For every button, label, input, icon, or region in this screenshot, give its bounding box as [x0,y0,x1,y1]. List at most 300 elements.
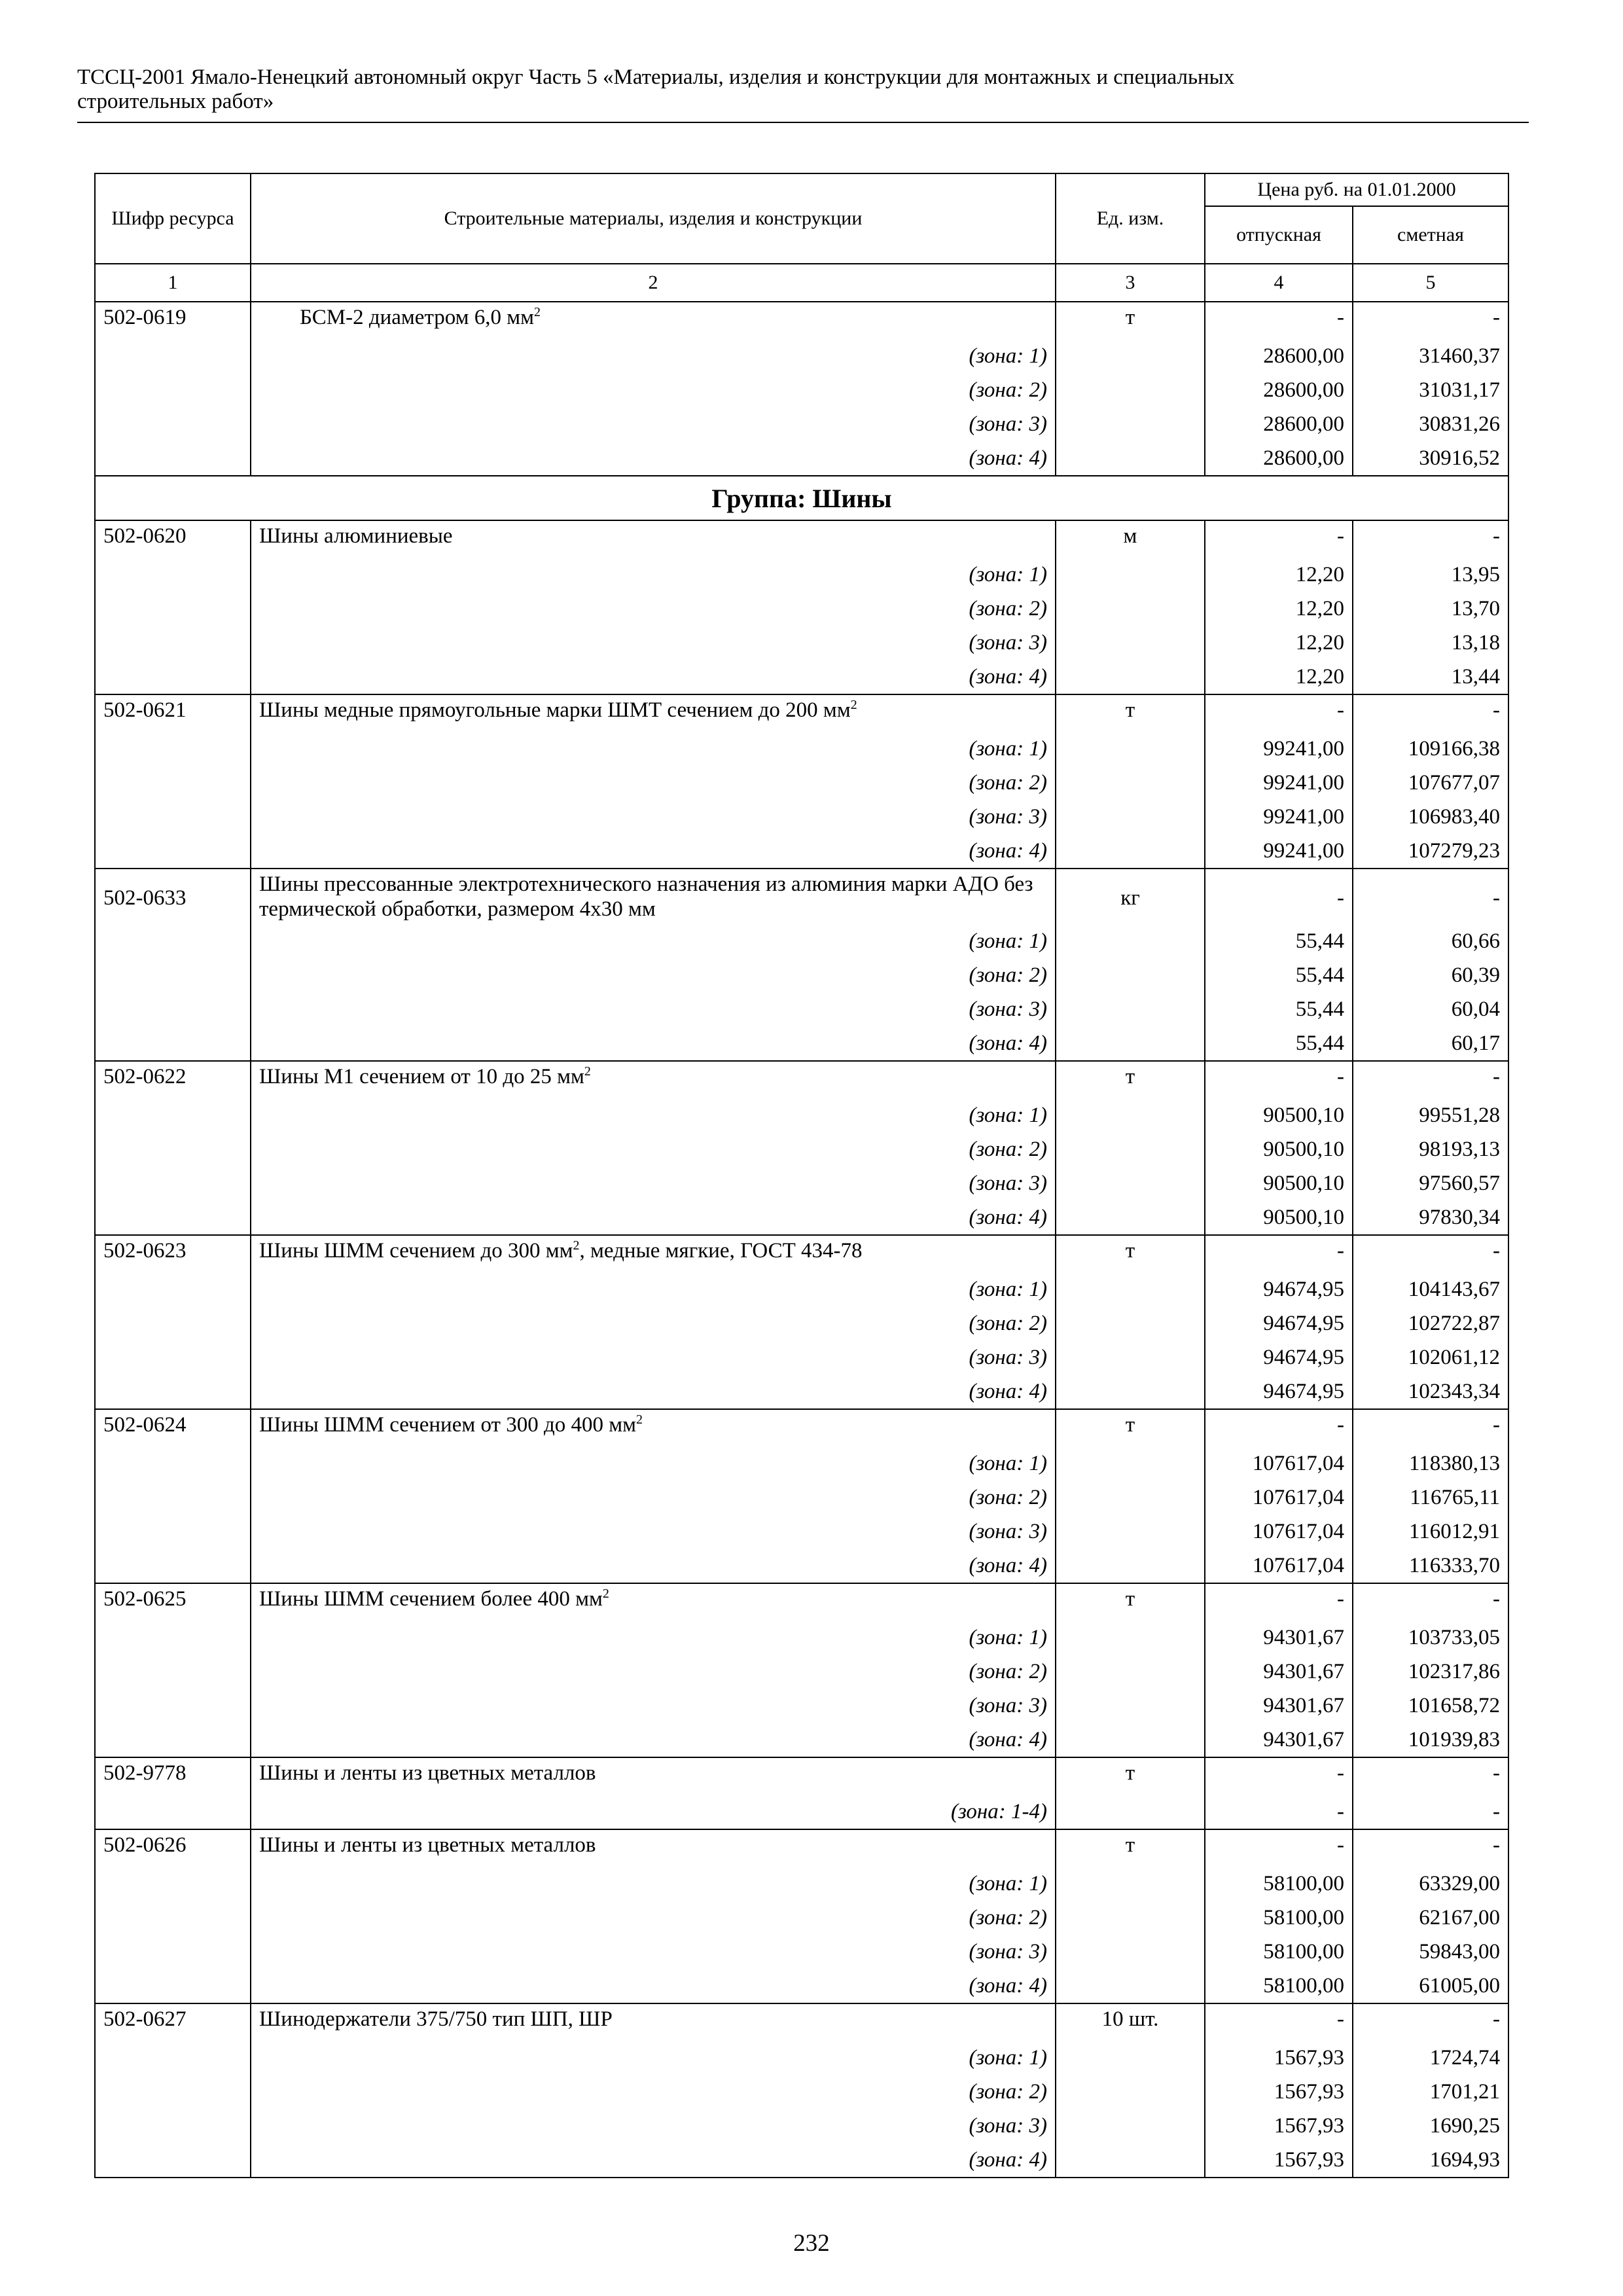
zone-price-estimate: 104143,67 [1353,1272,1508,1306]
zone-price-estimate: 101939,83 [1353,1723,1508,1757]
zone-unit-empty [1056,1689,1205,1723]
unit-superscript: 2 [602,1587,609,1601]
zone-label: (зона: 2) [251,2075,1056,2109]
zone-price-release: 1567,93 [1205,2075,1353,2109]
zone-price-estimate: 63329,00 [1353,1867,1508,1901]
resource-code: 502-0627 [95,2003,251,2041]
zone-unit-empty [1056,407,1205,441]
zone-code-empty [95,1132,251,1166]
zone-code-empty [95,1200,251,1235]
group-row [95,476,1508,520]
zone-label: (зона: 4) [251,1549,1056,1583]
zone-label: (зона: 2) [251,373,1056,407]
price-estimate-cell: - [1353,869,1508,924]
header-price: Цена руб. на 01.01.2000 [1205,173,1508,206]
unit-cell: кг [1056,869,1205,924]
resource-code: 502-0621 [95,694,251,732]
zone-price-release: 90500,10 [1205,1166,1353,1200]
zone-label: (зона: 3) [251,407,1056,441]
unit-cell: т [1056,1409,1205,1446]
price-release-cell: - [1205,1757,1353,1795]
zone-unit-empty [1056,1200,1205,1235]
material-name [251,1235,1056,1272]
zone-label: (зона: 1) [251,339,1056,373]
zone-price-estimate: 101658,72 [1353,1689,1508,1723]
zone-price-estimate: 31460,37 [1353,339,1508,373]
zone-label: (зона: 1) [251,1446,1056,1480]
zone-label: (зона: 2) [251,1306,1056,1340]
zone-row [95,339,1508,373]
zone-price-estimate: 59843,00 [1353,1935,1508,1969]
zone-label: (зона: 1) [251,1867,1056,1901]
zone-row [95,2041,1508,2075]
zone-label: (зона: 4) [251,2143,1056,2178]
zone-row [95,766,1508,800]
zone-code-empty [95,1272,251,1306]
zone-price-estimate: 1694,93 [1353,2143,1508,2178]
zone-code-empty [95,660,251,694]
unit-cell: 10 шт. [1056,2003,1205,2041]
zone-price-release: 12,20 [1205,592,1353,626]
zone-unit-empty [1056,732,1205,766]
price-release-cell: - [1205,302,1353,339]
price-table [94,173,1509,2178]
header-rule [77,122,1529,123]
zone-price-release: 1567,93 [1205,2041,1353,2075]
zone-price-release: 99241,00 [1205,766,1353,800]
zone-code-empty [95,407,251,441]
price-estimate-cell: - [1353,1829,1508,1867]
zone-label: (зона: 3) [251,1515,1056,1549]
zone-price-release: 99241,00 [1205,834,1353,869]
zone-label: (зона: 1) [251,924,1056,958]
material-name [251,869,1056,924]
zone-price-release: 28600,00 [1205,373,1353,407]
zone-unit-empty [1056,1549,1205,1583]
zone-code-empty [95,1515,251,1549]
zone-price-estimate: 60,66 [1353,924,1508,958]
zone-label: (зона: 3) [251,992,1056,1026]
group-title: Группа: Шины [95,476,1508,520]
zone-label: (зона: 1) [251,2041,1056,2075]
zone-price-release: 28600,00 [1205,339,1353,373]
price-estimate-cell: - [1353,1409,1508,1446]
zone-code-empty [95,1549,251,1583]
zone-code-empty [95,1306,251,1340]
column-number: 1 [95,264,251,302]
zone-price-estimate: 1701,21 [1353,2075,1508,2109]
zone-code-empty [95,1446,251,1480]
zone-row [95,1098,1508,1132]
zone-price-release: 55,44 [1205,924,1353,958]
unit-cell: т [1056,302,1205,339]
zone-row [95,1969,1508,2003]
zone-label: (зона: 1) [251,1272,1056,1306]
document-header [77,65,1530,114]
zone-price-release: 12,20 [1205,558,1353,592]
zone-code-empty [95,1374,251,1409]
zone-code-empty [95,958,251,992]
zone-row [95,800,1508,834]
zone-price-estimate: 99551,28 [1353,1098,1508,1132]
zone-code-empty [95,373,251,407]
unit-superscript: 2 [534,305,541,319]
zone-code-empty [95,1867,251,1901]
zone-code-empty [95,339,251,373]
zone-unit-empty [1056,1132,1205,1166]
zone-unit-empty [1056,1935,1205,1969]
material-name [251,2003,1056,2041]
table-row [95,1583,1508,1621]
price-release-cell: - [1205,1235,1353,1272]
zone-unit-empty [1056,958,1205,992]
price-estimate-cell: - [1353,1235,1508,1272]
zone-label: (зона: 2) [251,592,1056,626]
zone-row [95,1306,1508,1340]
zone-unit-empty [1056,1480,1205,1515]
zone-code-empty [95,1340,251,1374]
zone-price-estimate: 31031,17 [1353,373,1508,407]
zone-price-estimate: 13,44 [1353,660,1508,694]
unit-superscript: 2 [584,1064,591,1079]
zone-label: (зона: 1) [251,1621,1056,1655]
zone-price-estimate: 102343,34 [1353,1374,1508,1409]
zone-price-release: 90500,10 [1205,1132,1353,1166]
material-name [251,1829,1056,1867]
price-estimate-cell: - [1353,694,1508,732]
zone-price-estimate: 30831,26 [1353,407,1508,441]
zone-row [95,1935,1508,1969]
zone-row [95,626,1508,660]
zone-label: (зона: 2) [251,958,1056,992]
zone-row [95,1166,1508,1200]
zone-label: (зона: 2) [251,1901,1056,1935]
resource-code: 502-0626 [95,1829,251,1867]
zone-code-empty [95,732,251,766]
material-name-text: Шины ШММ сечением от 300 до 400 мм [259,1413,637,1437]
zone-code-empty [95,2075,251,2109]
zone-unit-empty [1056,2041,1205,2075]
zone-price-release: 94301,67 [1205,1621,1353,1655]
material-name [251,302,1056,339]
unit-superscript: 2 [573,1238,580,1253]
zone-row [95,1515,1508,1549]
zone-price-release: 99241,00 [1205,800,1353,834]
zone-price-estimate: 102317,86 [1353,1655,1508,1689]
zone-label: (зона: 3) [251,626,1056,660]
zone-price-estimate: 60,39 [1353,958,1508,992]
zone-price-estimate: 98193,13 [1353,1132,1508,1166]
table-body [95,302,1508,2178]
zone-label: (зона: 2) [251,1132,1056,1166]
zone-row [95,1901,1508,1935]
zone-unit-empty [1056,373,1205,407]
material-name [251,694,1056,732]
zone-code-empty [95,1621,251,1655]
zone-price-release: 94301,67 [1205,1723,1353,1757]
material-name-text: Шины алюминиевые [259,524,453,548]
price-release-cell: - [1205,694,1353,732]
unit-cell: т [1056,1757,1205,1795]
zone-row [95,407,1508,441]
zone-price-release: 58100,00 [1205,1901,1353,1935]
zone-row [95,732,1508,766]
zone-row [95,592,1508,626]
zone-row [95,1200,1508,1235]
zone-code-empty [95,1166,251,1200]
material-name [251,1409,1056,1446]
table-row [95,302,1508,339]
zone-price-release: 12,20 [1205,626,1353,660]
zone-label: (зона: 3) [251,1689,1056,1723]
zone-unit-empty [1056,441,1205,476]
zone-price-estimate: 102061,12 [1353,1340,1508,1374]
price-release-cell: - [1205,1061,1353,1098]
zone-price-release: 90500,10 [1205,1098,1353,1132]
resource-code: 502-0620 [95,520,251,558]
zone-price-release: 58100,00 [1205,1935,1353,1969]
zone-price-estimate: - [1353,1795,1508,1829]
zone-price-release: 28600,00 [1205,441,1353,476]
zone-unit-empty [1056,1272,1205,1306]
zone-row [95,1026,1508,1061]
zone-code-empty [95,2041,251,2075]
zone-unit-empty [1056,924,1205,958]
unit-cell: т [1056,1235,1205,1272]
zone-row [95,1480,1508,1515]
zone-code-empty [95,592,251,626]
zone-code-empty [95,1969,251,2003]
price-estimate-cell: - [1353,1061,1508,1098]
table-row [95,2003,1508,2041]
zone-price-estimate: 13,70 [1353,592,1508,626]
zone-code-empty [95,766,251,800]
zone-price-estimate: 60,04 [1353,992,1508,1026]
zone-label: (зона: 4) [251,1200,1056,1235]
table-row [95,1409,1508,1446]
zone-label: (зона: 1) [251,1098,1056,1132]
zone-label: (зона: 4) [251,1374,1056,1409]
zone-label: (зона: 3) [251,1340,1056,1374]
zone-unit-empty [1056,1098,1205,1132]
zone-unit-empty [1056,2109,1205,2143]
zone-price-estimate: 116012,91 [1353,1515,1508,1549]
column-number: 3 [1056,264,1205,302]
price-release-cell: - [1205,520,1353,558]
column-number: 5 [1353,264,1508,302]
zone-price-estimate: 106983,40 [1353,800,1508,834]
zone-row [95,373,1508,407]
zone-price-estimate: 118380,13 [1353,1446,1508,1480]
zone-row [95,558,1508,592]
unit-cell: т [1056,1061,1205,1098]
zone-price-release: 55,44 [1205,1026,1353,1061]
zone-row [95,2143,1508,2178]
zone-code-empty [95,558,251,592]
zone-unit-empty [1056,1867,1205,1901]
material-name-text: Шинодержатели 375/750 тип ШП, ШР [259,2007,613,2031]
unit-cell: т [1056,694,1205,732]
table-row [95,520,1508,558]
zone-price-release: 99241,00 [1205,732,1353,766]
unit-superscript: 2 [636,1412,643,1427]
zone-code-empty [95,2143,251,2178]
zone-price-estimate: 107279,23 [1353,834,1508,869]
zone-code-empty [95,800,251,834]
zone-price-estimate: 30916,52 [1353,441,1508,476]
price-estimate-cell: - [1353,302,1508,339]
table-row [95,869,1508,924]
zone-price-estimate: 97830,34 [1353,1200,1508,1235]
price-release-cell: - [1205,1583,1353,1621]
material-name-text: Шины М1 сечением от 10 до 25 мм [259,1065,584,1088]
resource-code: 502-0624 [95,1409,251,1446]
zone-price-estimate: 62167,00 [1353,1901,1508,1935]
zone-price-release: 58100,00 [1205,1867,1353,1901]
zone-label: (зона: 4) [251,1723,1056,1757]
zone-code-empty [95,1098,251,1132]
material-name [251,1757,1056,1795]
zone-label: (зона: 4) [251,1026,1056,1061]
zone-code-empty [95,834,251,869]
zone-price-release: 90500,10 [1205,1200,1353,1235]
unit-superscript: 2 [850,698,857,712]
zone-unit-empty [1056,1306,1205,1340]
zone-unit-empty [1056,834,1205,869]
zone-price-estimate: 60,17 [1353,1026,1508,1061]
zone-row [95,834,1508,869]
zone-row [95,2075,1508,2109]
zone-label: (зона: 4) [251,834,1056,869]
material-name-text: Шины ШММ сечением до 300 мм [259,1239,573,1263]
zone-price-release: 107617,04 [1205,1515,1353,1549]
zone-code-empty [95,441,251,476]
zone-price-release: 1567,93 [1205,2143,1353,2178]
zone-price-release: 107617,04 [1205,1480,1353,1515]
zone-code-empty [95,1723,251,1757]
zone-row [95,1621,1508,1655]
zone-unit-empty [1056,992,1205,1026]
zone-price-release: 55,44 [1205,958,1353,992]
zone-unit-empty [1056,660,1205,694]
zone-label: (зона: 4) [251,441,1056,476]
zone-row [95,2109,1508,2143]
material-name-text: Шины и ленты из цветных металлов [259,1833,596,1857]
zone-row [95,924,1508,958]
zone-unit-empty [1056,626,1205,660]
zone-unit-empty [1056,1026,1205,1061]
zone-label: (зона: 1) [251,732,1056,766]
zone-unit-empty [1056,558,1205,592]
zone-unit-empty [1056,1795,1205,1829]
material-name-text: БСМ-2 диаметром 6,0 мм [300,306,535,329]
zone-unit-empty [1056,1969,1205,2003]
zone-price-release: - [1205,1795,1353,1829]
zone-row [95,1272,1508,1306]
zone-label: (зона: 4) [251,1969,1056,2003]
table-row [95,1235,1508,1272]
zone-label: (зона: 2) [251,1655,1056,1689]
header-price-estimate: сметная [1353,206,1508,264]
zone-row [95,1795,1508,1829]
zone-unit-empty [1056,1515,1205,1549]
zone-unit-empty [1056,1655,1205,1689]
zone-row [95,1689,1508,1723]
zone-label: (зона: 3) [251,1935,1056,1969]
zone-row [95,1446,1508,1480]
price-estimate-cell: - [1353,1757,1508,1795]
zone-row [95,441,1508,476]
zone-price-release: 58100,00 [1205,1969,1353,2003]
zone-price-release: 107617,04 [1205,1549,1353,1583]
zone-code-empty [95,1935,251,1969]
column-number: 2 [251,264,1056,302]
unit-cell: т [1056,1583,1205,1621]
zone-label: (зона: 3) [251,1166,1056,1200]
resource-code: 502-0619 [95,302,251,339]
zone-price-estimate: 116333,70 [1353,1549,1508,1583]
zone-label: (зона: 2) [251,1480,1056,1515]
material-name [251,1583,1056,1621]
zone-price-release: 94301,67 [1205,1655,1353,1689]
zone-label: (зона: 2) [251,766,1056,800]
table-row [95,694,1508,732]
unit-cell: т [1056,1829,1205,1867]
zone-price-release: 28600,00 [1205,407,1353,441]
zone-row [95,992,1508,1026]
header-line-1: ТССЦ-2001 Ямало-Ненецкий автономный округ Часть 5 «Материалы, изделия и конструкции для монтажных и специальных [77,65,1235,89]
zone-label: (зона: 4) [251,660,1056,694]
price-release-cell: - [1205,1829,1353,1867]
zone-price-estimate: 13,18 [1353,626,1508,660]
zone-price-release: 94674,95 [1205,1374,1353,1409]
table-row [95,1757,1508,1795]
zone-unit-empty [1056,1446,1205,1480]
zone-code-empty [95,1655,251,1689]
zone-price-estimate: 102722,87 [1353,1306,1508,1340]
page-number: 232 [793,2230,830,2257]
zone-unit-empty [1056,1166,1205,1200]
price-estimate-cell: - [1353,2003,1508,2041]
zone-unit-empty [1056,1340,1205,1374]
zone-unit-empty [1056,1723,1205,1757]
zone-label: (зона: 3) [251,800,1056,834]
zone-code-empty [95,1480,251,1515]
zone-row [95,1549,1508,1583]
zone-price-release: 94301,67 [1205,1689,1353,1723]
zone-unit-empty [1056,800,1205,834]
zone-row [95,1723,1508,1757]
zone-price-release: 94674,95 [1205,1340,1353,1374]
zone-price-release: 94674,95 [1205,1272,1353,1306]
material-name [251,1061,1056,1098]
zone-price-release: 1567,93 [1205,2109,1353,2143]
zone-row [95,1867,1508,1901]
column-number: 4 [1205,264,1353,302]
zone-code-empty [95,2109,251,2143]
zone-price-estimate: 1690,25 [1353,2109,1508,2143]
zone-row [95,1374,1508,1409]
resource-code: 502-9778 [95,1757,251,1795]
zone-price-estimate: 109166,38 [1353,732,1508,766]
zone-row [95,958,1508,992]
zone-code-empty [95,1026,251,1061]
table-row [95,1061,1508,1098]
zone-price-release: 12,20 [1205,660,1353,694]
zone-row [95,1655,1508,1689]
material-name-text: Шины медные прямоугольные марки ШМТ сечением до 200 мм [259,698,851,722]
price-release-cell: - [1205,1409,1353,1446]
